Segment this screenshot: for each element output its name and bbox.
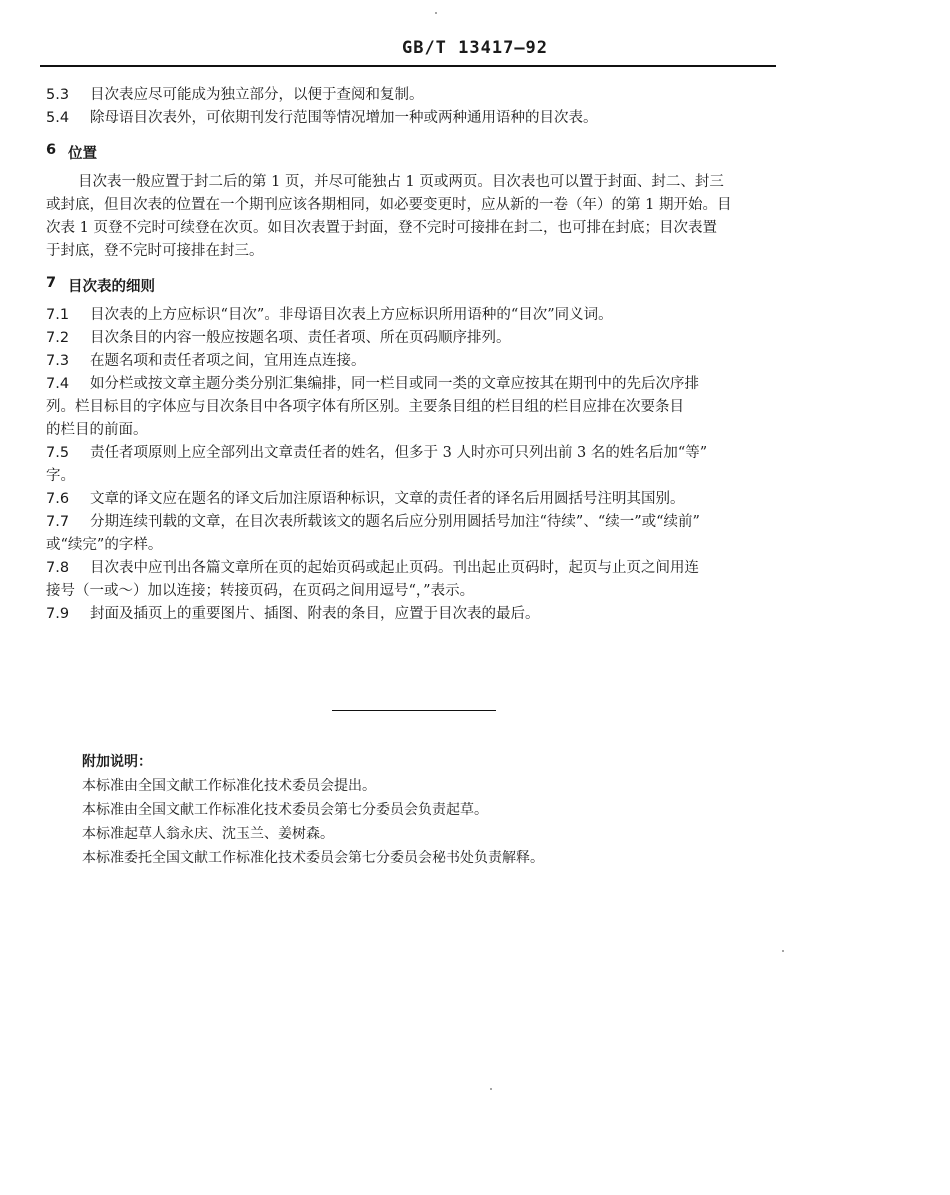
standard-code-header: GB/T 13417—92	[401, 38, 549, 58]
clause-number: 7.9	[46, 606, 70, 622]
clause-number: 7.7	[46, 514, 70, 530]
clause-number: 5.3	[46, 87, 70, 103]
clause-text: 在题名项和责任者项之间，宜用连点连接。	[90, 353, 366, 369]
clause-7-5	[46, 442, 778, 488]
clause-text: 目次表应尽可能成为独立部分，以便于查阅和复制。	[90, 87, 424, 103]
additional-notes	[82, 750, 782, 870]
end-separator-rule	[332, 710, 496, 711]
clause-text-continued: 接号（一或～）加以连接；转接页码，在页码之间用逗号“，”表示。	[46, 583, 475, 599]
clause-text-continued: 或“续完”的字样。	[46, 537, 163, 553]
clause-5-4	[46, 107, 778, 130]
clause-7-6	[46, 488, 778, 511]
clause-7-4	[46, 373, 778, 442]
clause-7-1	[46, 304, 778, 327]
clause-text: 封面及插页上的重要图片、插图、附表的条目，应置于目次表的最后。	[90, 606, 540, 622]
section-6-heading	[46, 142, 778, 163]
clause-5-3	[46, 84, 778, 107]
clause-text: 如分栏或按文章主题分类分别汇集编排，同一栏目或同一类的文章应按其在期刊中的先后次序排	[90, 376, 699, 392]
clause-7-8	[46, 557, 778, 603]
clause-number: 7.8	[46, 560, 70, 576]
clause-text: 目次表中应刊出各篇文章所在页的起始页码或起止页码。刊出起止页码时，起页与止页之间用连	[90, 560, 699, 576]
section-number: 7	[46, 275, 57, 291]
paragraph-line: 目次表一般应置于封二后的第 1 页，并尽可能独占 1 页或两页。目次表也可以置于封面、封二、封三	[78, 174, 724, 190]
clause-7-2	[46, 327, 778, 350]
notes-line: 本标准委托全国文献工作标准化技术委员会第七分委员会秘书处负责解释。	[82, 850, 544, 866]
clause-text-continued: 列。栏目标目的字体应与目次条目中各项字体有所区别。主要条目组的栏目组的栏目应排在次要条目	[46, 399, 684, 415]
paragraph-line: 或封底，但目次表的位置在一个期刊应该各期相同，如必要变更时，应从新的一卷（年）的第 1 期开始。目	[46, 197, 732, 213]
clause-text: 目次表的上方应标识“目次”。非母语目次表上方应标识所用语种的“目次”同义词。	[90, 307, 613, 323]
clause-number: 7.6	[46, 491, 70, 507]
document-body	[46, 84, 778, 626]
clause-text: 除母语目次表外，可依期刊发行范围等情况增加一种或两种通用语种的目次表。	[90, 110, 598, 126]
notes-line: 本标准由全国文献工作标准化技术委员会第七分委员会负责起草。	[82, 802, 488, 818]
clause-text: 责任者项原则上应全部列出文章责任者的姓名，但多于 3 人时亦可只列出前 3 名的姓名后加“等”	[90, 445, 708, 461]
clause-number: 5.4	[46, 110, 70, 126]
clause-number: 7.4	[46, 376, 70, 392]
paragraph-line: 次表 1 页登不完时可续登在次页。如目次表置于封面，登不完时可接排在封二，也可排在封底；目次表置	[46, 220, 717, 236]
section-title: 位置	[68, 146, 97, 162]
clause-text: 文章的译文应在题名的译文后加注原语种标识，文章的责任者的译名后用圆括号注明其国别。	[90, 491, 685, 507]
section-title: 目次表的细则	[68, 279, 155, 295]
section-6-paragraph	[46, 171, 778, 263]
notes-line: 本标准起草人翁永庆、沈玉兰、姜树森。	[82, 826, 334, 842]
section-number: 6	[46, 142, 57, 158]
clause-number: 7.5	[46, 445, 70, 461]
clause-text-continued: 的栏目的前面。	[46, 422, 148, 438]
notes-title: 附加说明：	[82, 754, 152, 770]
scan-speck	[490, 1088, 492, 1090]
clause-7-7	[46, 511, 778, 557]
clause-text: 目次条目的内容一般应按题名项、责任者项、所在页码顺序排列。	[90, 330, 511, 346]
header-rule	[40, 65, 776, 67]
notes-line: 本标准由全国文献工作标准化技术委员会提出。	[82, 778, 376, 794]
clause-text-continued: 字。	[46, 468, 75, 484]
scan-speck	[435, 12, 437, 14]
paragraph-line: 于封底，登不完时可接排在封三。	[46, 243, 264, 259]
clause-number: 7.2	[46, 330, 70, 346]
clause-7-9	[46, 603, 778, 626]
clause-text: 分期连续刊载的文章，在目次表所载该文的题名后应分别用圆括号加注“待续”、“续一”或“续前”	[90, 514, 700, 530]
scan-speck	[782, 950, 784, 952]
clause-7-3	[46, 350, 778, 373]
clause-number: 7.1	[46, 307, 70, 323]
section-7-heading	[46, 275, 778, 296]
clause-number: 7.3	[46, 353, 70, 369]
